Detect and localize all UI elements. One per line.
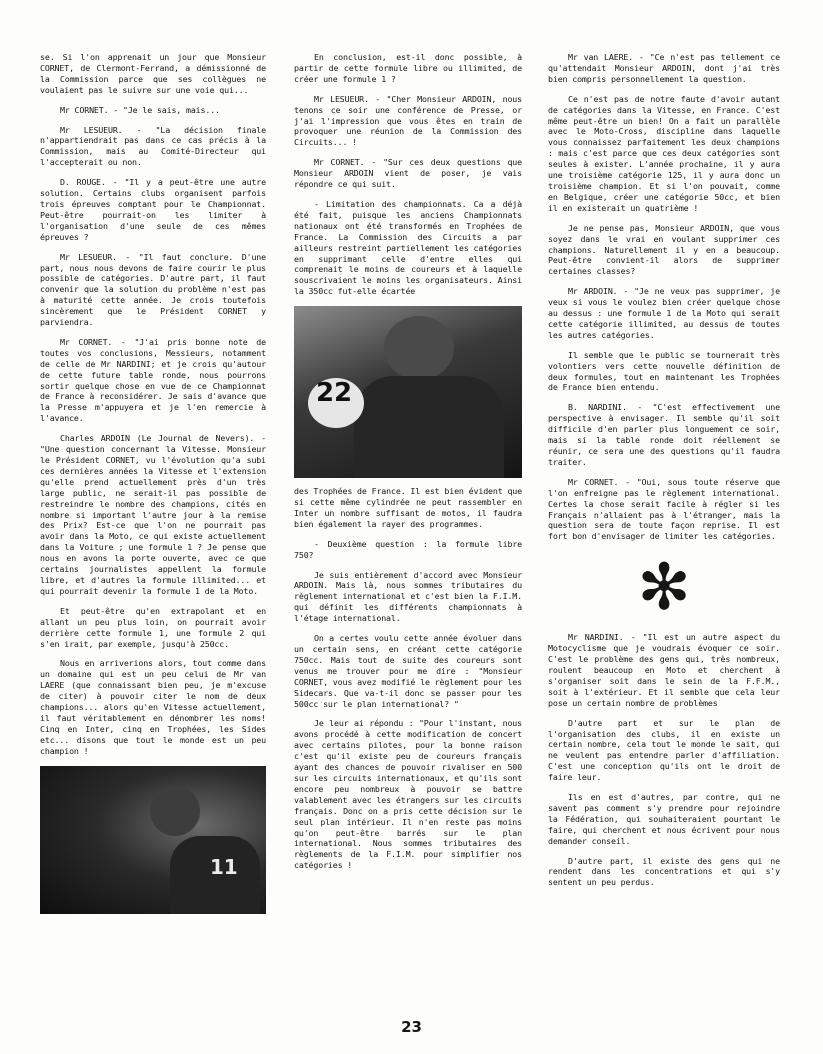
paragraph: Mr ARDOIN. - "Je ne veux pas supprimer, je veux si vous le voulez bien créer quelque chose au dessus : une formule 1 de la Moto qui serait cette catégorie illimited, au dessus de toutes les autres catégories. xyxy=(548,286,780,340)
paragraph: Il semble que le public se tournerait très volontiers vers cette nouvelle définition de deux formules, tout en maintenant les Trophées de France bien entendu. xyxy=(548,349,780,393)
paragraph: D'autre part et sur le plan de l'organisation des clubs, il en existe un certain nombre, cela tout le monde le sait, qui ne veulent pas entendre parler d'affiliation. C'est une conception qu'ils ont le droit de faire leur. xyxy=(548,717,780,783)
paragraph: En conclusion, est-il donc possible, à partir de cette formule libre ou illimited, de créer une formule 1 ? xyxy=(294,52,522,84)
paragraph: Et peut-être qu'en extrapolant et en allant un peu plus loin, on pourrait avoir derrière cette formule 1, une formule 2 qui s'en irait, par exemple, jusqu'à 250cc. xyxy=(40,605,266,649)
paragraph: D. ROUGE. - "Il y a peut-être une autre solution. Certains clubs organisent parfois trois épreuves comptant pour le Championnat. Peut-être pourrait-on les limiter à l'organisation d'une seule de ces mêmes épreuves ? xyxy=(40,177,266,242)
paragraph: Charles ARDOIN (Le Journal de Nevers). - "Une question concernant la Vitesse. Monsieur le Président CORNET, vu l'évolution qu'a subi ces dernières années la Vitesse et l'extension qu'elle prend actuellement près d'un très large public, ne serait-il pas possible de restreindre le nombre des champions, cités en nombre si important l'autre jour à la remise des Prix? Est-ce que l'on ne pourrait pas avoir dans la Moto, ce qui existe actuellement dans la Voiture ; une formule 1 ? Je pense que nous en avons la porte ouverte, avec ce que certains journalistes appellent la formule libre, et d'autres la formule illimited... et qui pourrait devenir la formule 1 de la Moto. xyxy=(40,433,266,596)
photo-motorcycle-racer-22 xyxy=(294,306,522,478)
asterisk-separator-icon: ✻ xyxy=(637,551,691,626)
paragraph: On a certes voulu cette année évoluer dans un certain sens, en créant cette catégorie 750cc. Mais tout de suite des coureurs sont venus me trouver pour me dire : "Monsieur CORNET, vous avez modifié le règlement pour les Sidecars. Que va-t-il donc se passer pour les 500cc sur le plan international? " xyxy=(294,633,522,709)
page-number: 23 xyxy=(401,1018,422,1036)
paragraph: Mr CORNET. - "Je le sais, mais... xyxy=(60,104,220,115)
paragraph: Je leur ai répondu : "Pour l'instant, nous avons procédé à cette modification de concert avec certains pilotes, pour la bonne raison c'est qu'il existe peu de coureurs français ayant des chances de pouvoir rivaliser en 500 sur les circuits internationaux, et qu'ils sont encore peu nombreux à pouvoir se battre valablement avec les étrangers sur les circuits français. Donc on a pris cette décision sur le seul plan intérieur. Il n'en reste pas moins qu'on peut-être barrés sur le plan international. Nous sommes tributaires des règlements de la F.I.M. pour simplifier nos catégories ! xyxy=(294,718,522,871)
paragraph: Mr CORNET. - "Sur ces deux questions que Monsieur ARDOIN vient de poser, je vais répondre ce qui suit. xyxy=(294,157,522,190)
paragraph: Mr LESUEUR. - "Il faut conclure. D'une part, nous nous devons de faire courir le plus possible de catégories. D'autre part, il faut convenir que la solution du problème n'est pas à maturité cette année. Je crois toutefois sincèrement que le Président CORNET y parviendra. xyxy=(40,251,266,328)
paragraph: Je ne pense pas, Monsieur ARDOIN, que vous soyez dans le vrai en voulant supprimer ces champions. Naturellement il y en a beaucoup. Peut-être convient-il alors de supprimer certaines classes? xyxy=(548,222,780,277)
paragraph: - Limitation des championnats. Ca a déjà été fait, puisque les anciens Championnats nationaux ont été transformés en Trophées de France. La Commission des Circuits a par ailleurs restreint partiellement les catégories en supprimant celle d'entre elles qui comprenait le moins de coureurs et à laquelle souscrivaient le moins les organisateurs. Ainsi la 350cc fut-elle écartée xyxy=(294,198,522,297)
column-right xyxy=(548,52,780,897)
paragraph: B. NARDINI. - "C'est effectivement une perspective à envisager. Il semble qu'il soit difficile d'en parler plus longuement ce soir, mais si la table ronde doit réellement se réunir, ce sera une des questions qu'il faudra traiter. xyxy=(548,402,780,467)
paragraph: Mr LESUEUR. - "La décision finale n'appartiendrait pas dans ce cas précis à la Commission, mais au Comité-Directeur qui l'accepterait ou non. xyxy=(40,124,266,168)
paragraph: - Deuxième question : la formule libre 750? xyxy=(294,538,522,560)
paragraph: Ils en est d'autres, par contre, qui ne savent pas comment s'y prendre pour rejoindre la Fédération, qui souhaiteraient pourtant le faire, qui cherchent et nous écrivent pour nous demander conseil. xyxy=(548,792,780,846)
photo-motorcycle-racer-11 xyxy=(40,766,266,914)
column-middle xyxy=(294,52,522,880)
paragraph: se. Si l'on apprenait un jour que Monsieur CORNET, de Clermont-Ferrand, a démissionné de la Commission parce que ses collègues ne voulaient pas le suivre sur une voie qui... xyxy=(40,52,266,95)
column-left xyxy=(40,52,266,922)
paragraph: D'autre part, il existe des gens qui ne rendent dans les concentrations et qui s'y sentent un peu perdus. xyxy=(548,855,780,888)
race-number: 22 xyxy=(316,378,352,409)
paragraph: Mr LESUEUR. - "Cher Monsieur ARDOIN, nous tenons ce soir une conférence de Presse, or j'ai l'impression que vous êtes en train de provoquer une réunion de la Commission des Circuits... ! xyxy=(294,93,522,148)
paragraph: Ce n'est pas de notre faute d'avoir autant de catégories dans la Vitesse, en France. C'est même peut-être un bien! On a fait un parallèle avec le Moto-Cross, discipline dans laquelle vous connaissez parfaitement les deux champions : mais c'est parce que ces deux catégories sont seules à exister. L'année prochaine, il y aura une troisième catégorie 125, il y aura donc un troisième champion. Et si l'on pouvait, comme en Belgique, créer une catégorie 50cc, et bien il en existerait un quatrième ! xyxy=(548,93,780,213)
paragraph: Mr NARDINI. - "Il est un autre aspect du Motocyclisme que je voudrais évoquer ce soir. C'est le problème des gens qui, très nombreux, roulent beaucoup en Moto et cherchent à s'organiser soit dans le sein de la F.F.M., soit à l'extérieur. Et il semble que cela leur pose un certain nombre de problèmes xyxy=(548,632,780,708)
paragraph: Mr van LAERE. - "Ce n'est pas tellement ce qu'attendait Monsieur ARDOIN, dont j'ai très bien compris personnellement la question. xyxy=(548,52,780,84)
paragraph: des Trophées de France. Il est bien évident que si cette même cylindrée ne peut rassembler en Inter un nombre suffisant de motos, il faudra bien également la rayer des programmes. xyxy=(294,486,522,529)
paragraph: Mr CORNET. - "J'ai pris bonne note de toutes vos conclusions, Messieurs, notamment de celle de Mr NARDINI; et je crois qu'autour de cette future table ronde, nous pourrons sortir quelque chose en vue de ce Championnat de France à reconsidérer. Je sais d'avance que la Presse m'appuyera et je l'en remercie à l'avance. xyxy=(40,336,266,424)
race-number: 11 xyxy=(210,854,238,879)
paragraph: Je suis entièrement d'accord avec Monsieur ARDOIN. Mais là, nous sommes tributaires du règlement international et c'est bien la F.I.M. qui définit les différents championnats à l'étage international. xyxy=(294,569,522,624)
paragraph: Nous en arriverions alors, tout comme dans un domaine qui est un peu celui de Mr van LAERE (que connaissant bien peu, je m'excuse de citer) à pouvoir citer le nom de deux champions... alors qu'en Vitesse actuellement, il faut véritablement en dénombrer les noms! Cinq en Inter, cinq en Trophées, les Sides etc... disons que tout le monde est un peu champion ! xyxy=(40,658,266,756)
paragraph: Mr CORNET. - "Oui, sous toute réserve que l'on enfreigne pas le règlement international. Certes la chose serait facile à régler si les Français n'allaient pas à l'étranger, mais la question sera de toute façon reprise. Il est fort bon d'envisager de limiter les catégories. xyxy=(548,476,780,542)
